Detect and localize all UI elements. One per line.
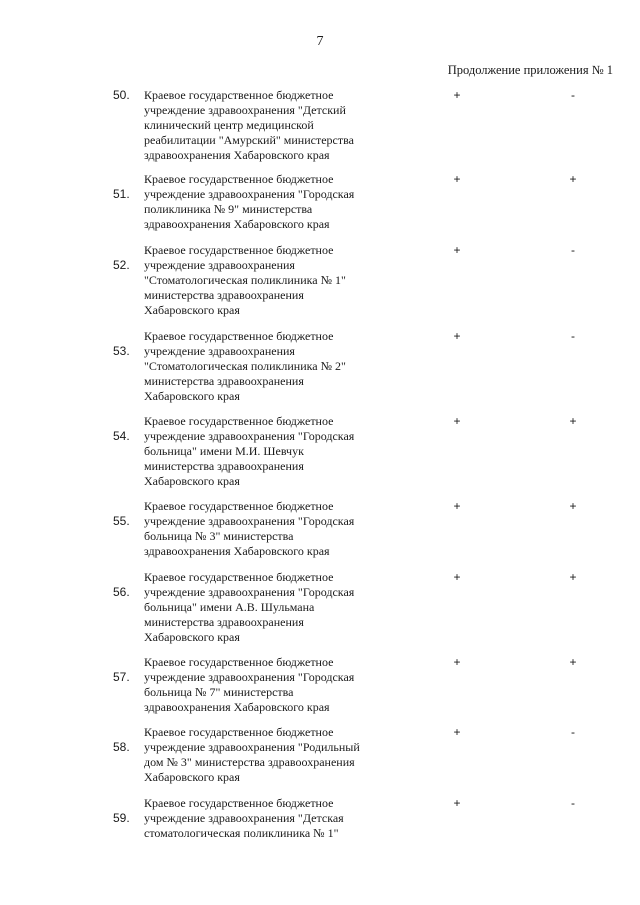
continuation-heading: Продолжение приложения № 1 <box>447 63 613 77</box>
entry-mark-column-2: - <box>571 88 575 102</box>
entry-mark-column-1: + <box>453 725 461 739</box>
entry-number: 55. <box>113 514 130 528</box>
entry-text-line: Хабаровского края <box>144 770 240 784</box>
entry-mark-column-1: + <box>453 243 461 257</box>
entry-mark-column-1: + <box>453 414 461 428</box>
entry-mark-column-1: + <box>453 499 461 513</box>
entry-text-line: больница № 7" министерства <box>144 685 294 699</box>
entry-organization-name <box>144 655 444 715</box>
entry-text-line: Хабаровского края <box>144 389 240 403</box>
entry-mark-column-2: - <box>571 329 575 343</box>
entry-organization-name <box>144 88 444 163</box>
entry-mark-column-1: + <box>453 570 461 584</box>
entry-text-line: "Стоматологическая поликлиника № 2" <box>144 359 346 373</box>
entry-organization-name <box>144 725 444 785</box>
entry-text-line: больница № 3" министерства <box>144 529 294 543</box>
entry-text-line: учреждение здравоохранения "Родильный <box>144 740 360 754</box>
entry-mark-column-2: + <box>569 655 577 669</box>
entry-text-line: здравоохранения Хабаровского края <box>144 700 330 714</box>
entry-text-line: учреждение здравоохранения "Городская <box>144 585 355 599</box>
page-number: 7 <box>316 34 324 49</box>
entry-mark-column-2: + <box>569 414 577 428</box>
entry-mark-column-1: + <box>453 655 461 669</box>
entry-text-line: министерства здравоохранения <box>144 288 304 302</box>
entry-organization-name <box>144 243 444 318</box>
entry-text-line: Краевое государственное бюджетное <box>144 570 334 584</box>
entry-mark-column-1: + <box>453 329 461 343</box>
entry-number: 54. <box>113 429 130 443</box>
entry-mark-column-2: + <box>569 499 577 513</box>
entry-text-line: учреждение здравоохранения <box>144 258 295 272</box>
entry-organization-name <box>144 172 444 232</box>
entry-text-line: учреждение здравоохранения "Городская <box>144 429 355 443</box>
entry-mark-column-2: + <box>569 570 577 584</box>
entry-organization-name <box>144 570 444 645</box>
entry-organization-name <box>144 796 444 841</box>
entry-text-line: министерства здравоохранения <box>144 459 304 473</box>
entry-text-line: здравоохранения Хабаровского края <box>144 544 330 558</box>
entry-number: 52. <box>113 258 130 272</box>
entry-text-line: Краевое государственное бюджетное <box>144 243 334 257</box>
entry-text-line: Краевое государственное бюджетное <box>144 414 334 428</box>
entry-mark-column-2: - <box>571 725 575 739</box>
entry-text-line: поликлиника № 9" министерства <box>144 202 313 216</box>
entry-number: 58. <box>113 740 130 754</box>
entry-number: 57. <box>113 670 130 684</box>
entry-text-line: здравоохранения Хабаровского края <box>144 217 330 231</box>
entry-text-line: министерства здравоохранения <box>144 374 304 388</box>
entry-mark-column-1: + <box>453 796 461 810</box>
entry-text-line: здравоохранения Хабаровского края <box>144 148 330 162</box>
entry-organization-name <box>144 414 444 489</box>
entry-mark-column-2: - <box>571 796 575 810</box>
entry-mark-column-2: - <box>571 243 575 257</box>
entry-text-line: Краевое государственное бюджетное <box>144 796 334 810</box>
entry-mark-column-1: + <box>453 88 461 102</box>
entry-text-line: Краевое государственное бюджетное <box>144 88 334 102</box>
entry-text-line: Краевое государственное бюджетное <box>144 655 334 669</box>
entry-text-line: учреждение здравоохранения "Детский <box>144 103 346 117</box>
entry-text-line: учреждение здравоохранения "Городская <box>144 514 355 528</box>
entry-organization-name <box>144 499 444 559</box>
entry-text-line: клинический центр медицинской <box>144 118 314 132</box>
entry-text-line: больница" имени М.И. Шевчук <box>144 444 304 458</box>
entry-mark-column-2: + <box>569 172 577 186</box>
entry-text-line: стоматологическая поликлиника № 1" <box>144 826 339 840</box>
entry-text-line: Хабаровского края <box>144 474 240 488</box>
entry-text-line: реабилитации "Амурский" министерства <box>144 133 354 147</box>
entry-number: 59. <box>113 811 130 825</box>
entry-number: 56. <box>113 585 130 599</box>
entry-text-line: учреждение здравоохранения "Городская <box>144 187 355 201</box>
entry-text-line: учреждение здравоохранения "Городская <box>144 670 355 684</box>
entry-text-line: больница" имени А.В. Шульмана <box>144 600 315 614</box>
entry-text-line: Краевое государственное бюджетное <box>144 725 334 739</box>
entry-text-line: Краевое государственное бюджетное <box>144 499 334 513</box>
entry-number: 51. <box>113 187 130 201</box>
entry-text-line: Краевое государственное бюджетное <box>144 329 334 343</box>
entry-text-line: дом № 3" министерства здравоохранения <box>144 755 355 769</box>
entry-text-line: учреждение здравоохранения "Детская <box>144 811 344 825</box>
entry-number: 53. <box>113 344 130 358</box>
entry-text-line: Хабаровского края <box>144 303 240 317</box>
entry-text-line: "Стоматологическая поликлиника № 1" <box>144 273 346 287</box>
entry-mark-column-1: + <box>453 172 461 186</box>
entry-text-line: учреждение здравоохранения <box>144 344 295 358</box>
entry-text-line: Хабаровского края <box>144 630 240 644</box>
entry-number: 50. <box>113 88 130 102</box>
entry-organization-name <box>144 329 444 404</box>
entry-text-line: министерства здравоохранения <box>144 615 304 629</box>
entry-text-line: Краевое государственное бюджетное <box>144 172 334 186</box>
